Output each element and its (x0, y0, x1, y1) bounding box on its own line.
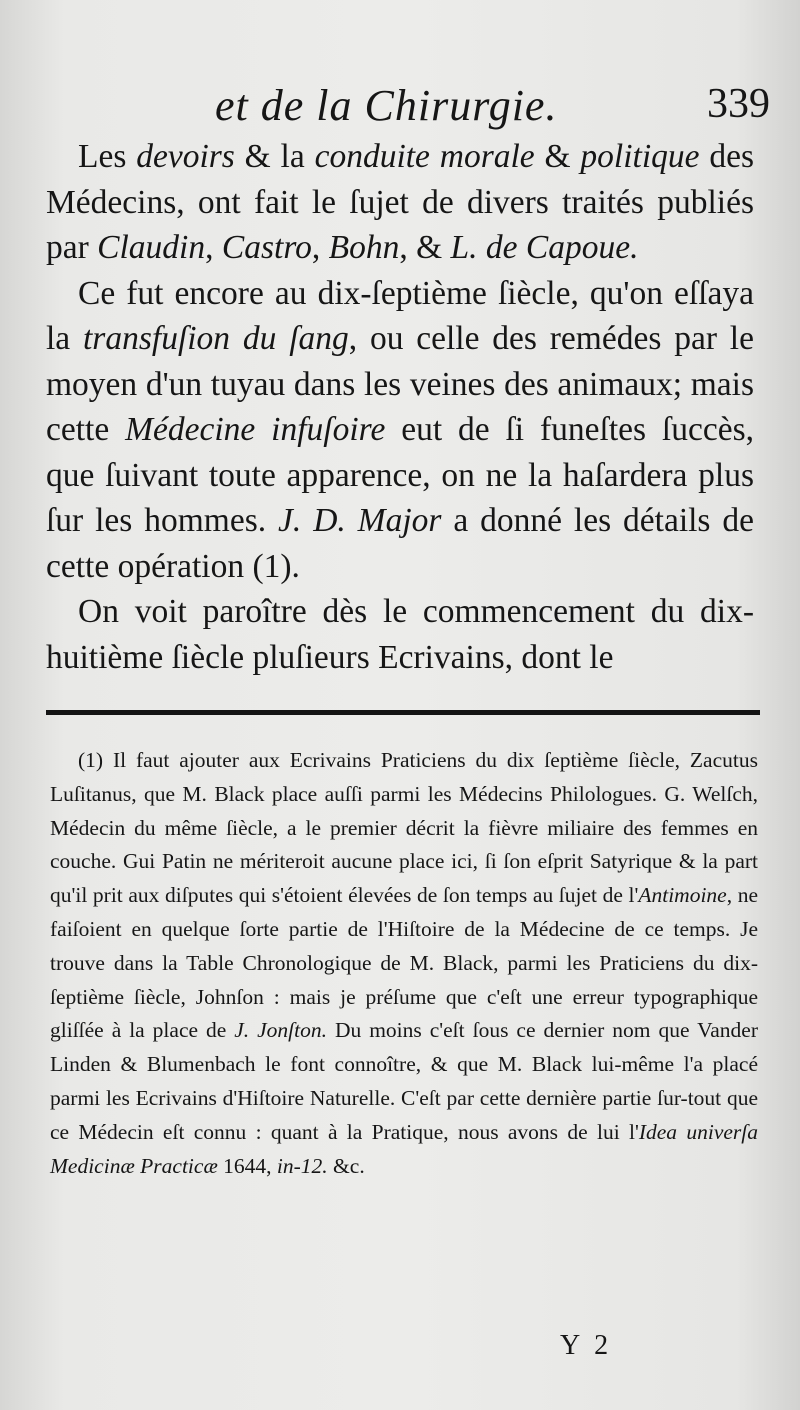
text-run: (1) Il faut ajouter aux Ecrivains Praticiens du dix ſeptième ſiècle, Zacutus Luſitanus, que M. Black place auſſi parmi les Médecins Philologues. G. Welſch, Médecin du même ſiècle, a le premier décrit la fièvre miliaire des femmes en couche. Gui Patin ne mériteroit aucune place ici, ſi ſon eſprit Satyrique & la part qu'il prit aux diſputes qui s'étoient élevées de ſon temps au ſujet de l' (50, 748, 758, 908)
paragraph-2 (46, 271, 754, 590)
text-run: & (534, 138, 581, 175)
footnote-paragraph (50, 744, 758, 1183)
text-run: Du moins c'eſt ſous ce dernier nom que Vander Linden & Blumenbach le font connoître, & que M. Black lui-même l'a placé parmi les Ecrivains d'Hiſtoire Naturelle. C'eſt par cette dernière partie ſur-tout que ce Médecin eſt connu : quant à la Pratique, nous avons de lui l' (50, 1018, 758, 1144)
italic-run: in-12. (276, 1153, 328, 1178)
main-text (46, 134, 754, 680)
italic-run: Claudin (97, 229, 206, 266)
text-run: 1644, (217, 1153, 277, 1178)
italic-run: Idea univerſa Medicinæ Practicæ (50, 1119, 758, 1178)
text-run: & la (234, 138, 315, 175)
text-run: eut de ſi funeſtes ſuccès, que ſuivant toute apparence, on ne la haſardera plus ſur les hommes. (46, 411, 754, 539)
text-run: a donné les détails de cette opération (1). (46, 502, 754, 585)
paragraph-1 (46, 134, 754, 271)
italic-run: Castro (221, 229, 312, 266)
italic-run: devoirs (136, 138, 235, 175)
paragraph-3 (46, 589, 754, 680)
page-number: 339 (707, 81, 770, 127)
italic-run: J. D. Major (278, 502, 442, 539)
text-run: , (311, 229, 329, 266)
text-run: On voit paroître dès le commencement du dix-huitième ſiècle pluſieurs Ecrivains, dont le (46, 593, 754, 676)
italic-run: conduite morale (314, 138, 535, 175)
italic-run: Antimoine (638, 883, 727, 908)
running-title: et de la Chirurgie. (215, 81, 558, 130)
text-run: Les (78, 138, 137, 175)
italic-run: Bohn (328, 229, 400, 266)
italic-run: transfuſion du ſang (83, 320, 349, 357)
footnote (50, 744, 758, 1183)
text-run: Ce fut encore au dix-ſeptième ſiècle, qu'on eſſaya la (46, 274, 754, 357)
text-run: , & (399, 229, 451, 266)
text-run: des Médecins, ont fait le ſujet de divers traités publiés par (46, 138, 755, 266)
italic-run: Médecine infuſoire (125, 411, 386, 448)
text-run: , ne faiſoient en quelque ſorte partie de l'Hiſtoire de la Médecine de ce temps. Je trouve dans la Table Chronologique de M. Black, parmi les Praticiens du dix-ſeptième ſiècle, Johnſon : mais je préſume que c'eſt une erreur typographique gliſſée à la place de (50, 883, 758, 1043)
text-run: , ou celle des remédes par le moyen d'un tuyau dans les veines des animaux; mais cette (46, 320, 754, 448)
italic-run: L. de Capoue. (450, 229, 639, 266)
footnote-separator-rule (46, 710, 760, 715)
italic-run: J. Jonſton. (234, 1018, 327, 1043)
text-run: &c. (327, 1153, 365, 1178)
signature-mark: Y 2 (560, 1330, 613, 1361)
italic-run: politique (580, 138, 700, 175)
text-run: , (205, 229, 222, 266)
